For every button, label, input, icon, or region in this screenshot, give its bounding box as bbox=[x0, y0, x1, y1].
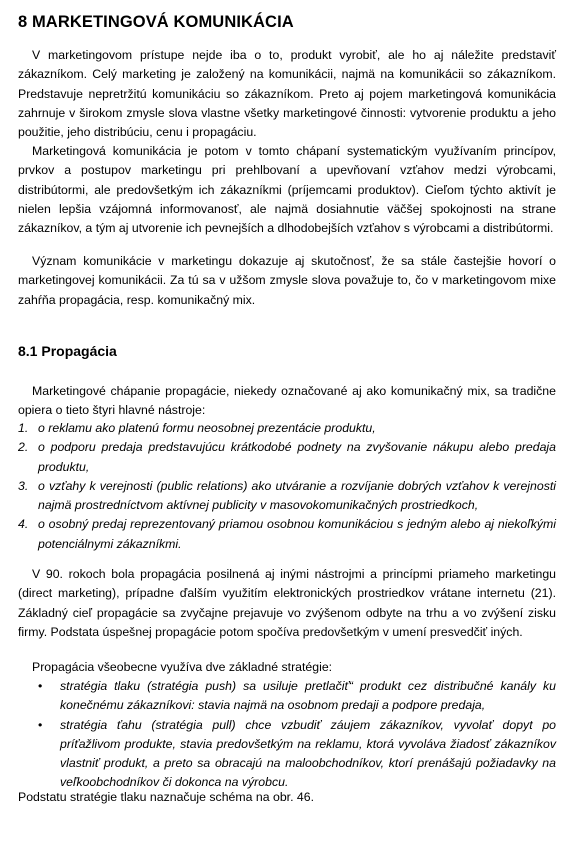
strategies-intro: Propagácia všeobecne využíva dve základné stratégie: bbox=[32, 660, 333, 674]
list-number: 3. bbox=[18, 478, 29, 493]
paragraph-1: V marketingovom prístupe nejde iba o to, produkt vyrobiť, ale ho aj náležite predstaviť zákazníkom. Celý marketing je založený na komunikácii, najmä na komunikácii so zákazníkom. Predstavuje nepretržitú komunikáciu so zákazníkom. Preto aj pojem marketingová komunikácia zahrnuje v širokom zmysle slova vlastne všetky marketingové činnosti: vytvorenie produktu a jeho použitie, jeho distribúciu, cenu i propagáciu. bbox=[18, 48, 556, 140]
chapter-heading: 8 MARKETINGOVÁ KOMUNIKÁCIA bbox=[18, 13, 294, 31]
closing-paragraph: Podstatu stratégie tlaku naznačuje schéma na obr. 46. bbox=[18, 790, 314, 804]
list-text: o reklamu ako platenú formu neosobnej prezentácie produktu, bbox=[38, 421, 376, 435]
list-text: o osobný predaj reprezentovaný priamou osobnou komunikáciou s jedným alebo aj niekoľkými potenciálnymi zákazníkmi. bbox=[38, 517, 556, 551]
list-text: o vzťahy k verejnosti (public relations) ako utváranie a rozvíjanie dobrých vzťahov k verejnosti najmä prostredníctvom aktívnej publicity v masovokomunikačných prostriedkoch, bbox=[38, 478, 556, 513]
section-heading: 8.1 Propagácia bbox=[18, 343, 117, 359]
intro-paragraph: Marketingové chápanie propagácie, niekedy označované aj ako komunikačný mix, sa tradične opiera o tieto štyri hlavné nástroje: bbox=[18, 384, 556, 418]
paragraph-2: Marketingová komunikácia je potom v tomto chápaní systematickým využívaním princípov, prvkov a postupov marketingu pri prehlbovaní a upevňovaní vzťahov medzi výrobcami, distribútormi, ale predovšetkým ich zákazníkmi (príjemcami produktov). Cieľom týchto aktivít je nielen lepšia vzájomná informovanosť, ale najmä dosiahnutie väčšej spokojnosti na strane zákazníkov, a tým aj utvorenie ich pevnejších a dlhodobejších vzťahov s výrobcami a distribútormi. bbox=[18, 144, 556, 236]
bullet-icon: • bbox=[38, 679, 43, 693]
bullet-icon: • bbox=[38, 717, 43, 732]
list-text: stratégia tlaku (stratégia push) sa usiluje pretlačiť“ produkt cez distribučné kanály ku konečnému zákazníkovi: stavia najmä na osobnom predaji a podpore predaja, bbox=[60, 679, 556, 713]
strategies-list bbox=[18, 677, 556, 793]
paragraph-90s: V 90. rokoch bola propagácia posilnená aj inými nástrojmi a princípmi priameho marketingu (direct marketing), prípadne ďalším využitím elektronických prostriedkov vrátane internetu (21). Základný cieľ propagácie sa zvyčajne prejavuje vo zvýšenom odbyte na trhu a vo zvýšení zisku firmy. Podstata úspešnej propagácie potom spočíva predovšetkým v umení presvedčiť iných. bbox=[18, 567, 556, 639]
list-item bbox=[18, 515, 556, 554]
paragraph-3: Význam komunikácie v marketingu dokazuje aj skutočnosť, že sa stále častejšie hovorí o marketingovej komunikácii. Za tú sa v užšom zmysle slova považuje to, čo v marketingovom mixe zahŕňa propagácia, resp. komunikačný mix. bbox=[18, 254, 556, 307]
list-number: 4. bbox=[18, 517, 29, 532]
list-text: o podporu predaja predstavujúcu krátkodobé podnety na zvyšovanie nákupu alebo predaja produktu, bbox=[38, 440, 556, 474]
list-item bbox=[18, 677, 556, 716]
tools-list bbox=[18, 419, 556, 554]
list-number: 1. bbox=[18, 421, 29, 435]
list-number: 2. bbox=[18, 440, 29, 455]
list-item bbox=[18, 438, 556, 477]
list-item bbox=[18, 477, 556, 516]
list-text: stratégia ťahu (stratégia pull) chce vzbudiť záujem zákazníkov, vyvolať dopyt po príťažlivom produkte, stavia predovšetkým na reklamu, ktorá vyvoláva žiadosť zákazníkov vlastniť produkt, a preto sa obracajú na maloobchodníkov, ktorí prenášajú požiadavky na veľkoobchodníkov či dokonca na výrobcu. bbox=[60, 717, 556, 790]
list-item bbox=[18, 716, 556, 793]
list-item bbox=[18, 419, 556, 438]
